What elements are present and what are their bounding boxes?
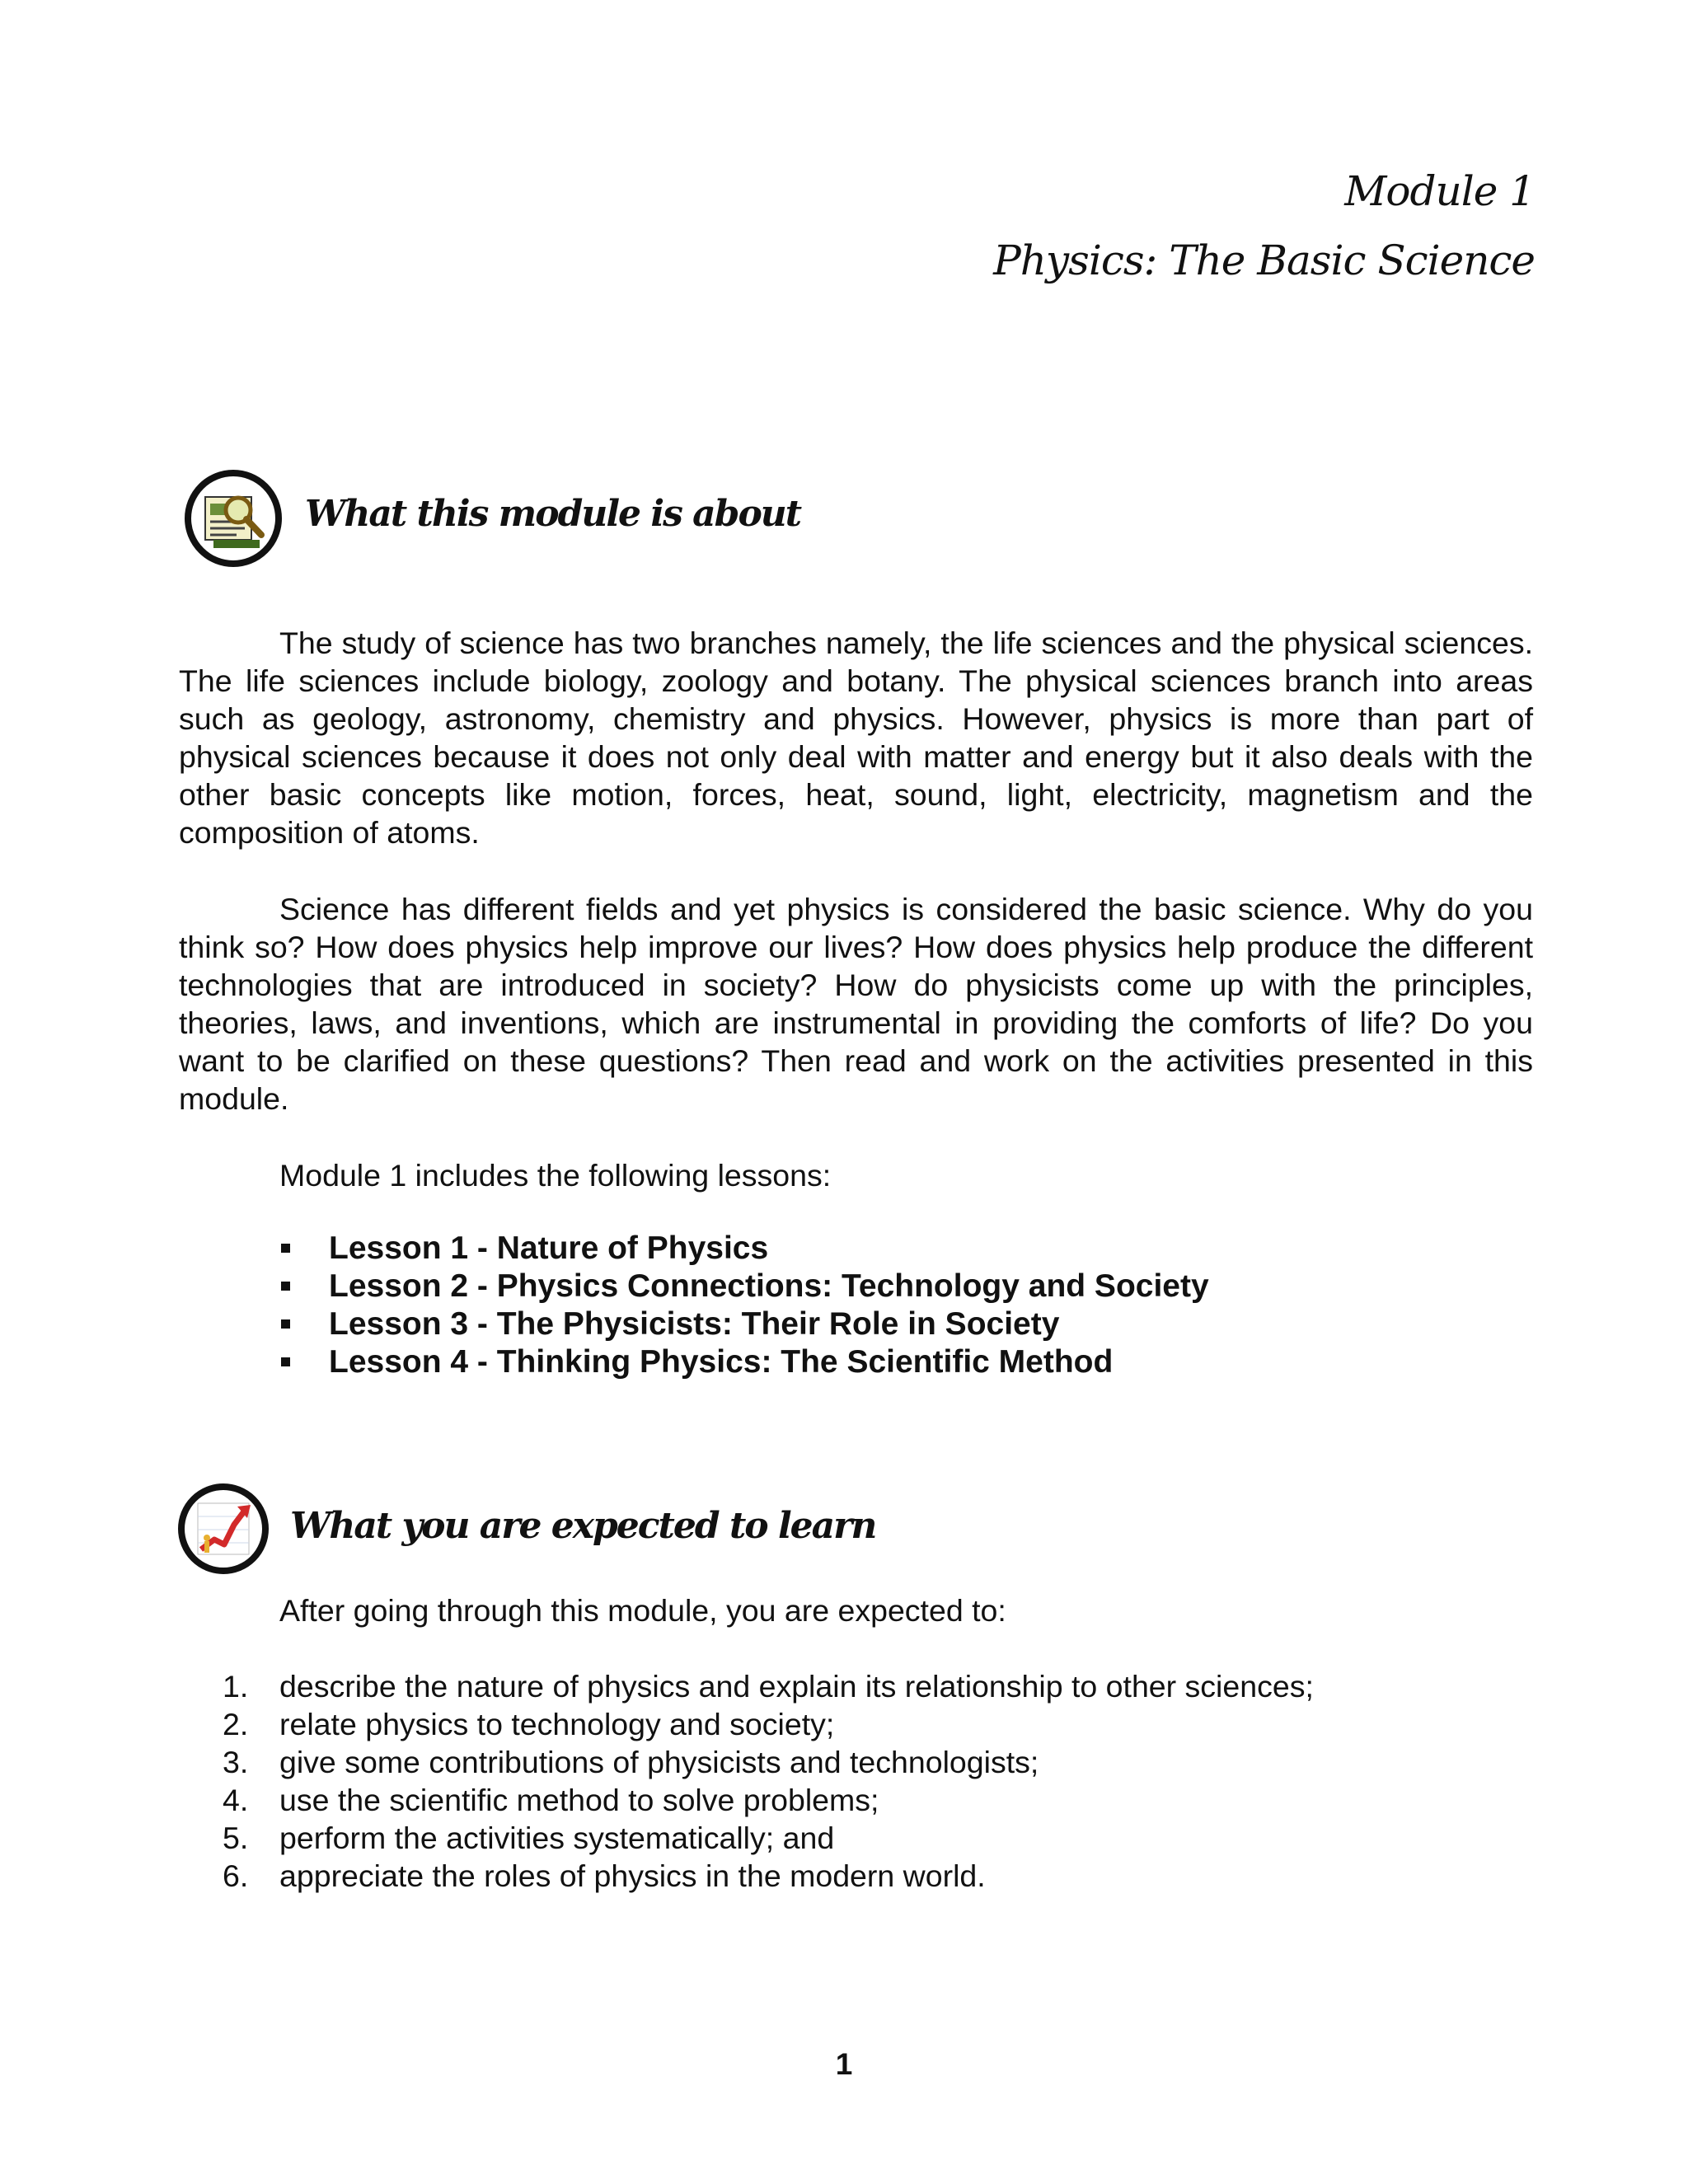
item-number: 2. (223, 1707, 249, 1741)
module-number: Module 1 (1344, 167, 1535, 215)
lesson-item (279, 1305, 1209, 1343)
lesson-label: Lesson 2 - Physics Connections: Technology and Society (329, 1268, 1209, 1304)
module-header (993, 157, 1535, 295)
objective-item (223, 1819, 1314, 1857)
objective-item (223, 1781, 1314, 1819)
item-number: 5. (223, 1821, 249, 1855)
lesson-item (279, 1343, 1209, 1381)
about-paragraph-1 (179, 624, 1533, 851)
paragraph-text: The study of science has two branches namely, the life sciences and the physical sciences. The life sciences include biology, zoology and botany. The physical sciences branch into areas such as geology, astronomy, chemistry and physics. However, physics is more than part of physical sciences because it does not only deal with matter and energy but it also deals with the other basic concepts like motion, forces, heat, sound, light, electricity, magnetism and the composition of atoms. (179, 626, 1533, 850)
objective-item (223, 1857, 1314, 1895)
item-text: appreciate the roles of physics in the modern world. (279, 1858, 986, 1893)
module-title: Physics: The Basic Science (993, 237, 1535, 284)
page-number: 1 (835, 2047, 853, 2081)
about-heading: What this module is about (305, 492, 801, 535)
item-text: give some contributions of physicists and technologists; (279, 1745, 1039, 1779)
expected-heading: What you are expected to learn (290, 1504, 876, 1547)
objective-item (223, 1705, 1314, 1743)
expected-section-header (178, 1483, 875, 1574)
lesson-label: Lesson 4 - Thinking Physics: The Scientific Method (329, 1344, 1114, 1380)
lessons-intro: Module 1 includes the following lessons: (279, 1158, 832, 1193)
item-text: perform the activities systematically; and (279, 1821, 835, 1855)
about-section-header (185, 470, 800, 567)
lessons-list (279, 1230, 1209, 1381)
lesson-label: Lesson 1 - Nature of Physics (329, 1230, 769, 1266)
about-paragraph-2 (179, 890, 1533, 1118)
bullet-icon (281, 1357, 290, 1366)
bullet-icon (281, 1244, 290, 1253)
bullet-icon (281, 1319, 290, 1329)
lesson-item (279, 1230, 1209, 1268)
growth-chart-icon (178, 1483, 269, 1574)
lesson-item (279, 1268, 1209, 1305)
paragraph-text: Science has different fields and yet physics is considered the basic science. Why do you think so? How does physics help improve our lives? How does physics help produce the different technologies that are introduced in society? How do physicists come up with the principles, theories, laws, and inventions, which are instrumental in providing the comforts of life? Do you want to be clarified on these questions? Then read and work on the activities presented in this module. (179, 892, 1533, 1116)
objectives-list (223, 1667, 1314, 1895)
lesson-label: Lesson 3 - The Physicists: Their Role in Society (329, 1306, 1060, 1342)
item-number: 1. (223, 1669, 249, 1704)
item-number: 4. (223, 1783, 249, 1817)
bullet-icon (281, 1282, 290, 1291)
item-number: 6. (223, 1858, 249, 1893)
item-number: 3. (223, 1745, 249, 1779)
item-text: describe the nature of physics and explain its relationship to other sciences; (279, 1669, 1314, 1704)
objective-item (223, 1667, 1314, 1705)
objective-item (223, 1743, 1314, 1781)
document-magnifier-icon (185, 470, 282, 567)
item-text: relate physics to technology and society; (279, 1707, 835, 1741)
item-text: use the scientific method to solve problems; (279, 1783, 879, 1817)
expected-intro: After going through this module, you are expected to: (279, 1593, 1006, 1628)
